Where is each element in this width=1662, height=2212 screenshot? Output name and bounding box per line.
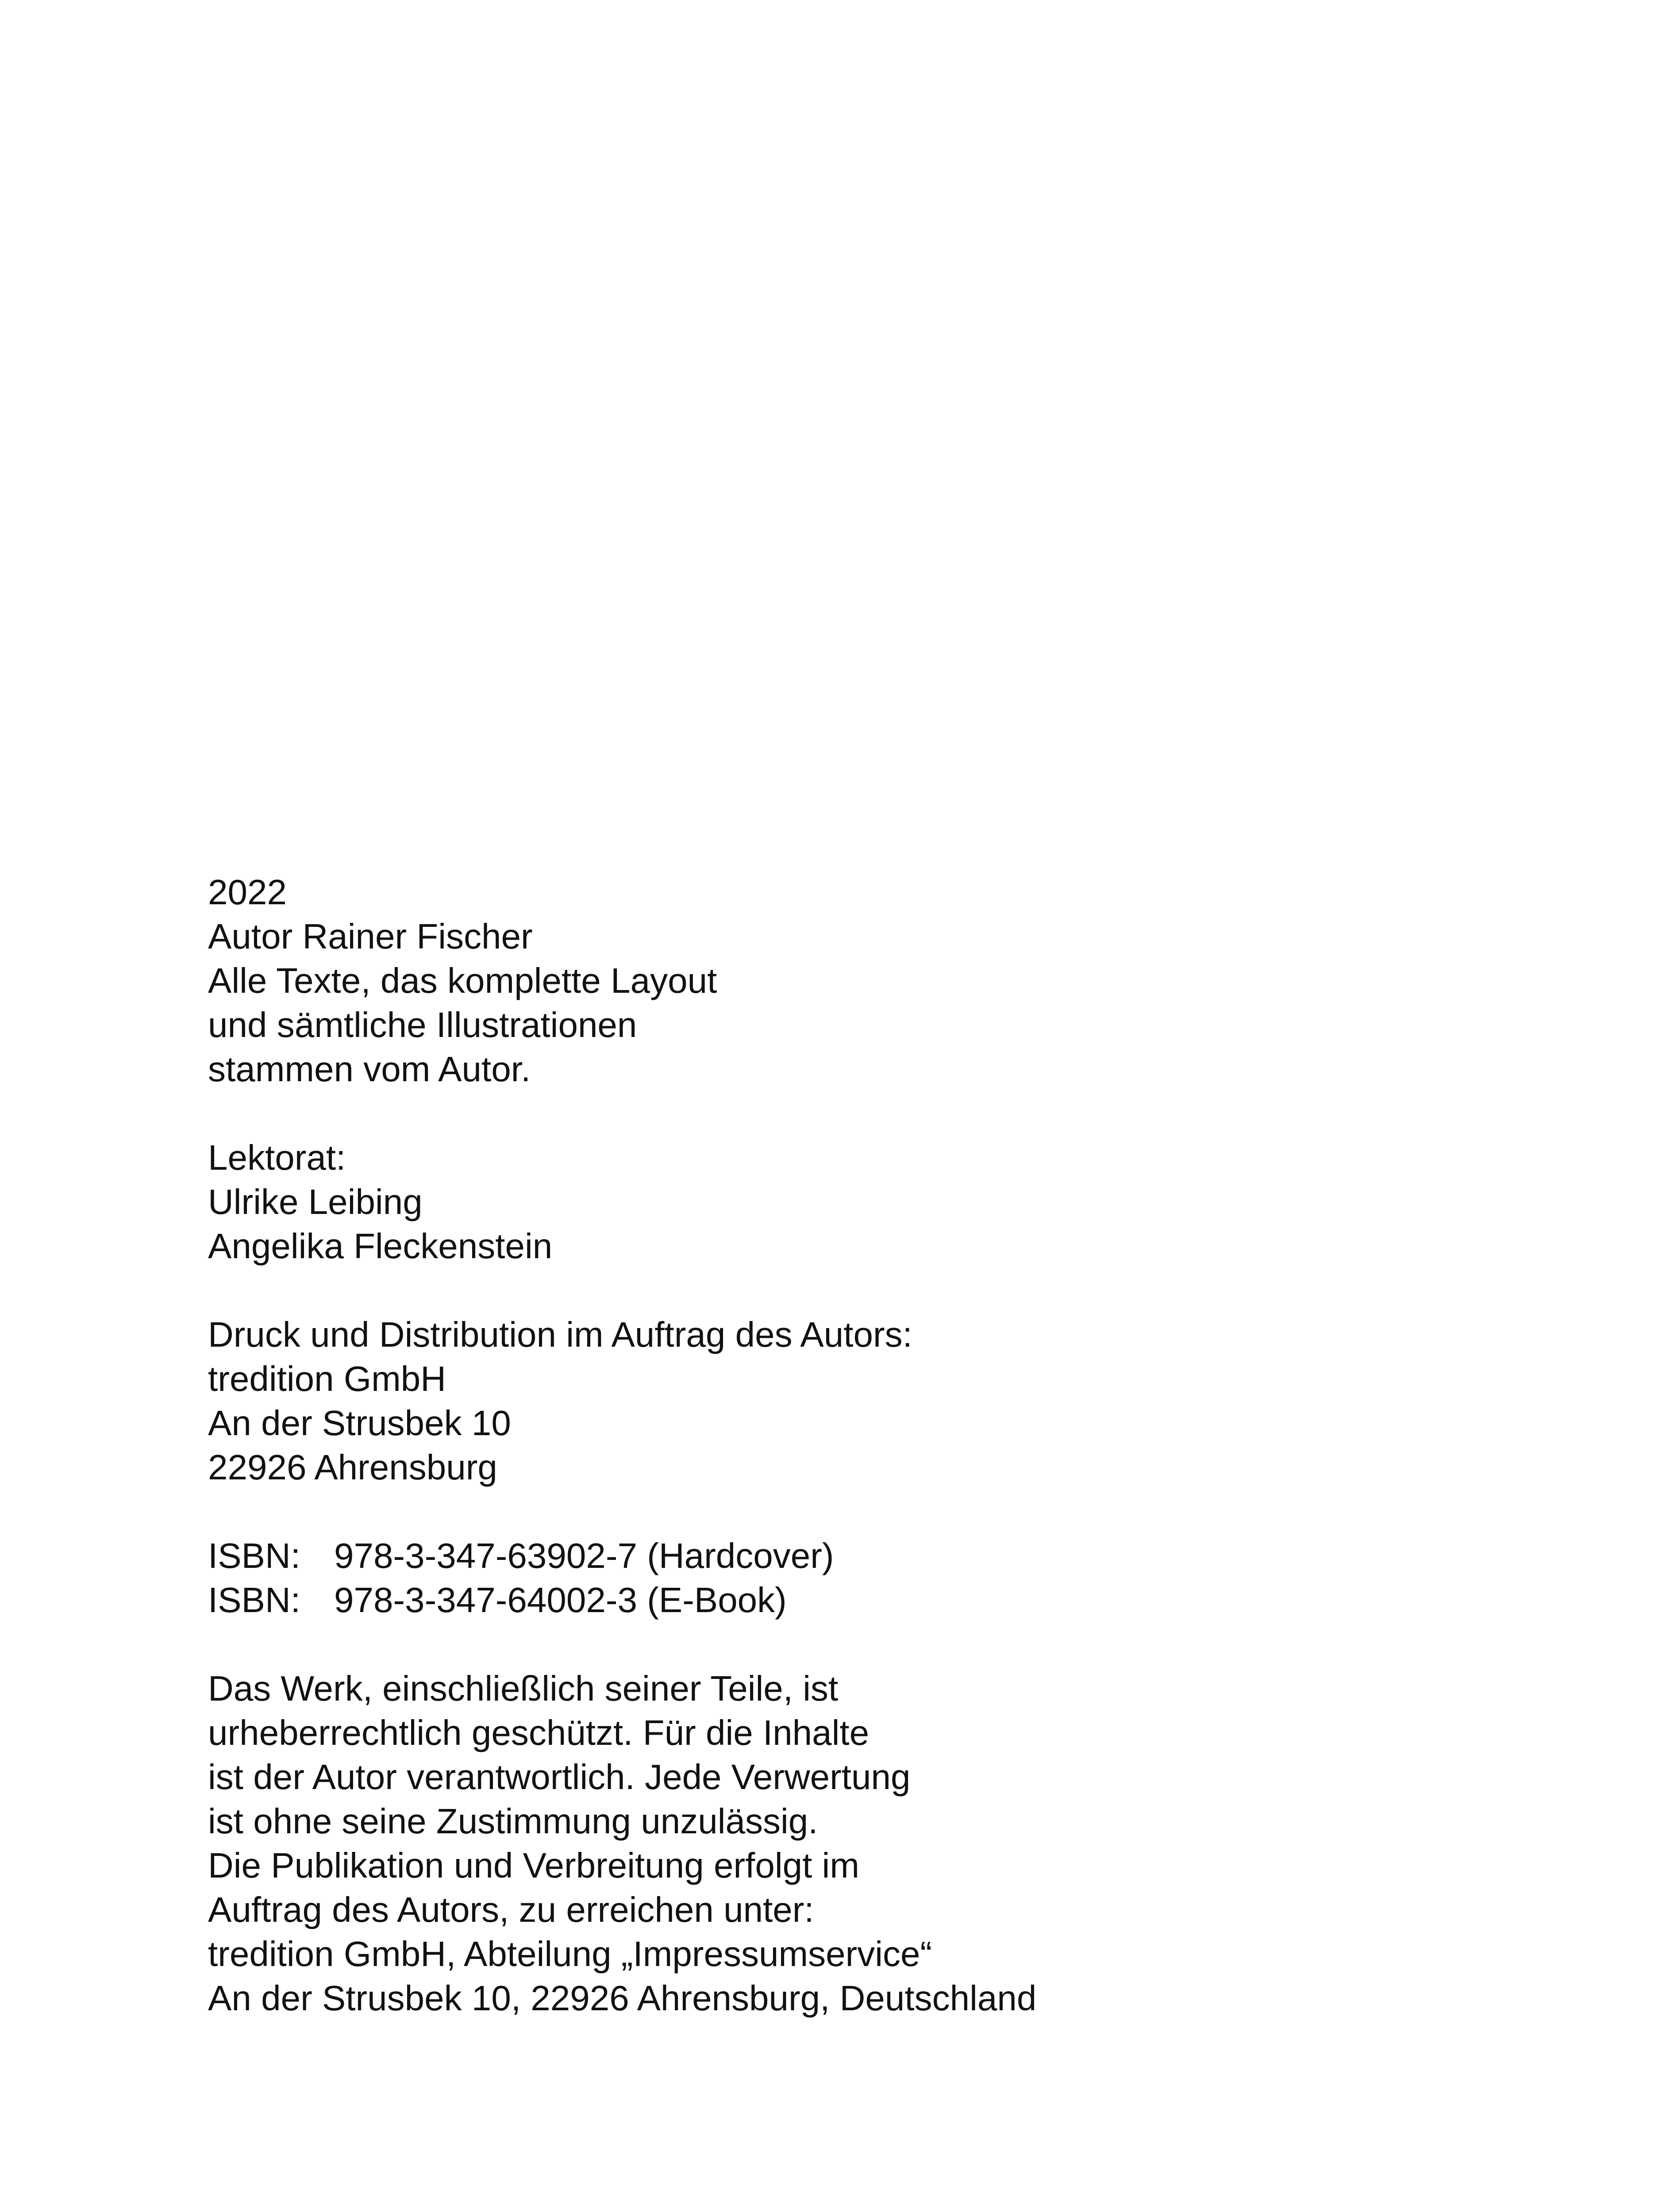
legal-notice-line: An der Strusbek 10, 22926 Ahrensburg, Deutschland: [208, 1978, 1037, 2018]
credit-line: und sämtliche Illustrationen: [208, 1005, 637, 1045]
credit-line: stammen vom Autor.: [208, 1049, 531, 1089]
isbn-number: 978-3-347-64002-3 (E-Book): [334, 1580, 787, 1620]
editing-heading: Lektorat:: [208, 1138, 346, 1177]
isbn-label: ISBN:: [208, 1536, 300, 1575]
editing-block: [208, 1136, 1535, 1268]
legal-notice-line: urheberrechtlich geschützt. Für die Inhalte: [208, 1713, 869, 1752]
publisher-city: 22926 Ahrensburg: [208, 1448, 497, 1487]
publisher-name: tredition GmbH: [208, 1359, 446, 1398]
credit-line: Alle Texte, das komplette Layout: [208, 961, 717, 1000]
legal-notice-line: ist ohne seine Zustimmung unzulässig.: [208, 1801, 818, 1841]
publisher-heading: Druck und Distribution im Auftrag des Autors:: [208, 1315, 912, 1354]
isbn-row-hardcover: [208, 1534, 1535, 1578]
isbn-label: ISBN:: [208, 1580, 300, 1620]
editor-name: Ulrike Leibing: [208, 1182, 423, 1221]
isbn-number: 978-3-347-63902-7 (Hardcover): [334, 1536, 834, 1575]
isbn-block: [208, 1534, 1535, 1622]
publisher-street: An der Strusbek 10: [208, 1403, 511, 1443]
author-line: Autor Rainer Fischer: [208, 917, 533, 956]
legal-notice-line: Das Werk, einschließlich seiner Teile, ist: [208, 1669, 839, 1708]
copyright-block: [208, 870, 1535, 1091]
legal-notice-line: Auftrag des Autors, zu erreichen unter:: [208, 1890, 814, 1929]
legal-notice-line: ist der Autor verantwortlich. Jede Verwertung: [208, 1757, 911, 1797]
copyright-year: 2022: [208, 872, 287, 912]
imprint-page: [208, 870, 1535, 2020]
legal-notice-line: Die Publikation und Verbreitung erfolgt im: [208, 1846, 859, 1885]
publisher-block: [208, 1313, 1535, 1490]
isbn-row-ebook: [208, 1578, 1535, 1622]
legal-notice-block: [208, 1667, 1535, 2020]
legal-notice-line: tredition GmbH, Abteilung „Impressumservice“: [208, 1934, 932, 1974]
editor-name: Angelika Fleckenstein: [208, 1226, 553, 1266]
